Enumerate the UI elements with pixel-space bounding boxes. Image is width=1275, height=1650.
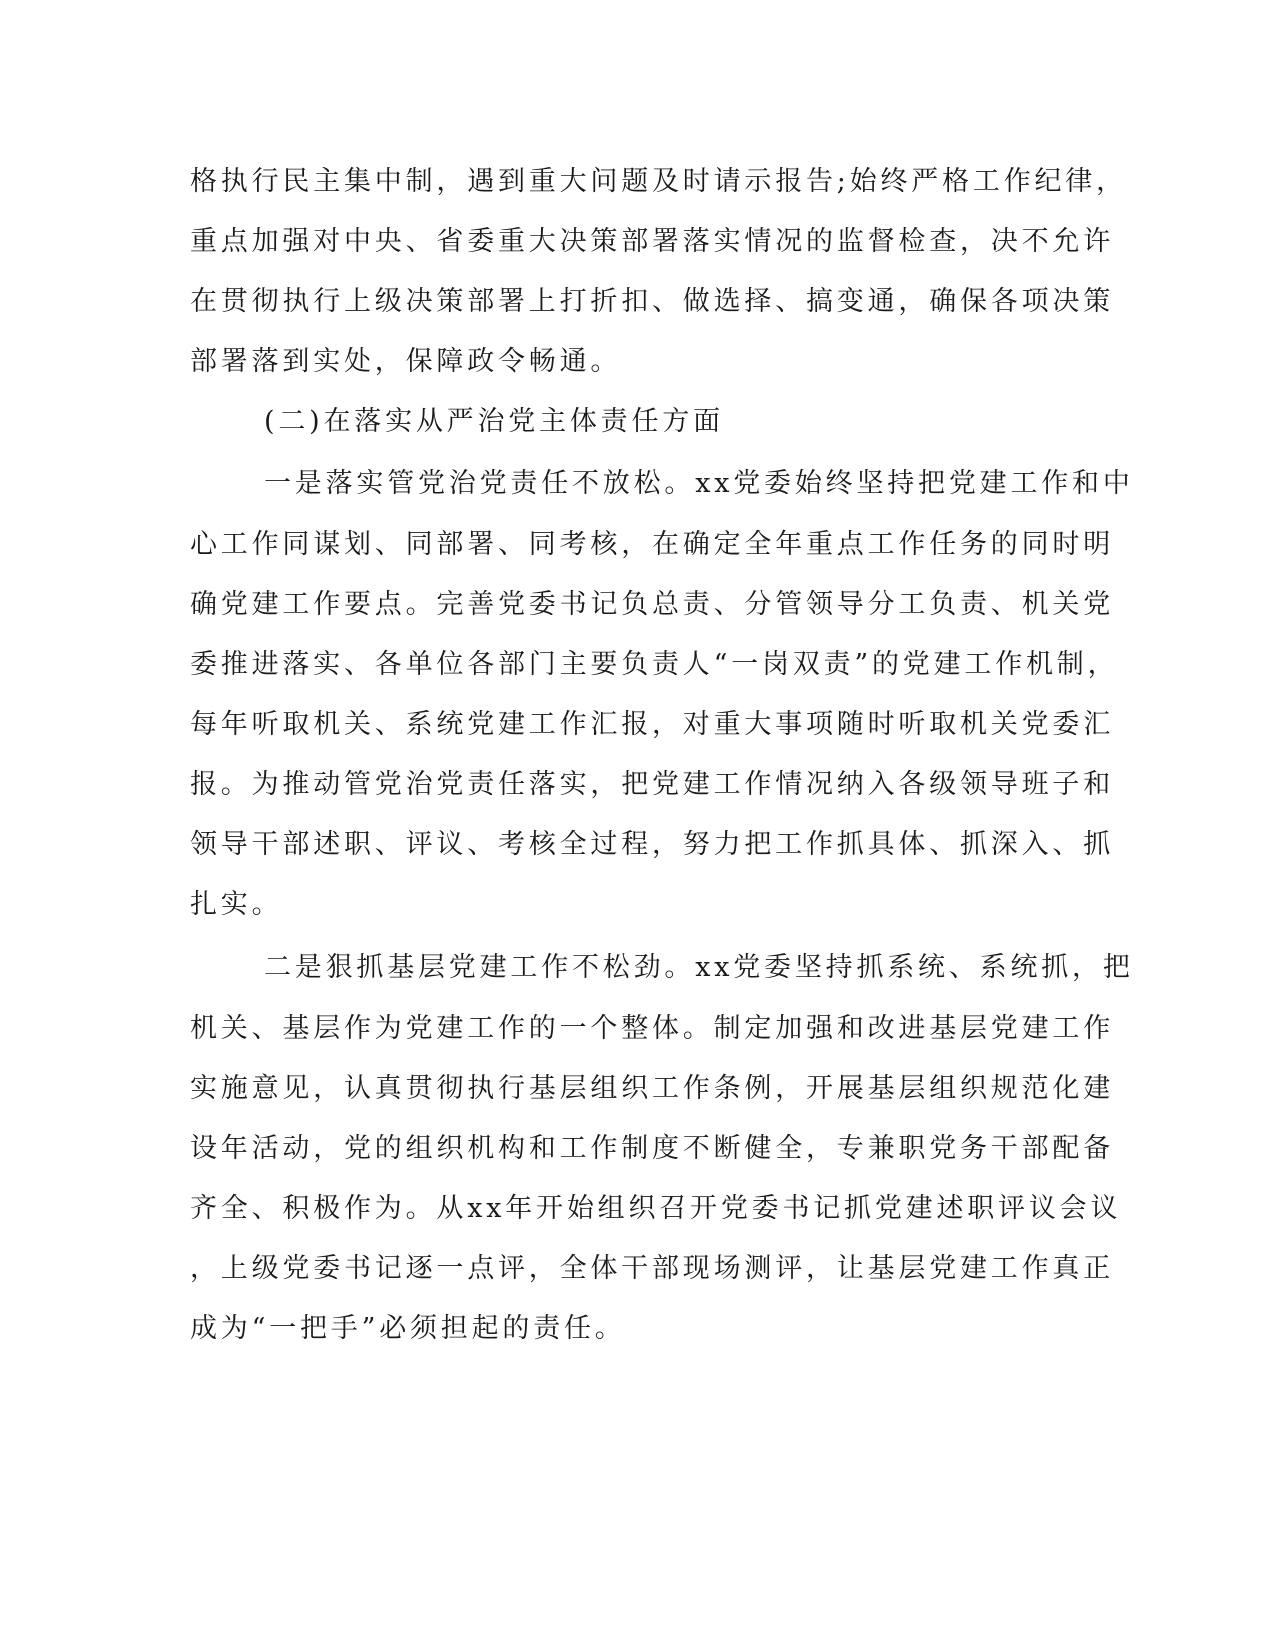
paragraph-3-line-7: 成为“一把手”必须担起的责任。 (190, 1313, 626, 1344)
paragraph-3-line-6: ，上级党委书记逐一点评，全体干部现场测评，让基层党建工作真正 (190, 1253, 1114, 1284)
paragraph-2-line-7: 领导干部述职、评议、考核全过程，努力把工作抓具体、抓深入、抓 (190, 829, 1114, 860)
paragraph-2-line-5: 每年听取机关、系统党建工作汇报，对重大事项随时听取机关党委汇 (190, 709, 1114, 740)
paragraph-1-line-2: 重点加强对中央、省委重大决策部署落实情况的监督检查，决不允许 (190, 226, 1114, 257)
paragraph-2-line-1: 一是落实管党治党责任不放松。xx党委始终坚持把党建工作和中 (264, 468, 1134, 499)
paragraph-2-line-2: 心工作同谋划、同部署、同考核，在确定全年重点工作任务的同时明 (190, 529, 1114, 560)
paragraph-2-line-4: 委推进落实、各单位各部门主要负责人“一岗双责”的党建工作机制， (190, 649, 1119, 680)
section-heading: (二)在落实从严治党主体责任方面 (264, 406, 724, 437)
paragraph-2-line-8: 扎实。 (190, 889, 283, 920)
paragraph-3-line-4: 设年活动，党的组织机构和工作制度不断健全，专兼职党务干部配备 (190, 1133, 1114, 1164)
paragraph-1-line-3: 在贯彻执行上级决策部署上打折扣、做选择、搞变通，确保各项决策 (190, 286, 1114, 317)
paragraph-1-line-1: 格执行民主集中制，遇到重大问题及时请示报告;始终严格工作纪律， (190, 166, 1127, 197)
paragraph-3-line-2: 机关、基层作为党建工作的一个整体。制定加强和改进基层党建工作 (190, 1013, 1114, 1044)
paragraph-3-line-1: 二是狠抓基层党建工作不松劲。xx党委坚持抓系统、系统抓，把 (264, 952, 1134, 983)
paragraph-3-line-5: 齐全、积极作为。从xx年开始组织召开党委书记抓党建述职评议会议 (190, 1193, 1122, 1224)
paragraph-1-line-4: 部署落到实处，保障政令畅通。 (190, 346, 622, 377)
paragraph-2-line-6: 报。为推动管党治党责任落实，把党建工作情况纳入各级领导班子和 (190, 769, 1114, 800)
paragraph-2-line-3: 确党建工作要点。完善党委书记负总责、分管领导分工负责、机关党 (190, 589, 1114, 620)
paragraph-3-line-3: 实施意见，认真贯彻执行基层组织工作条例，开展基层组织规范化建 (190, 1073, 1114, 1104)
